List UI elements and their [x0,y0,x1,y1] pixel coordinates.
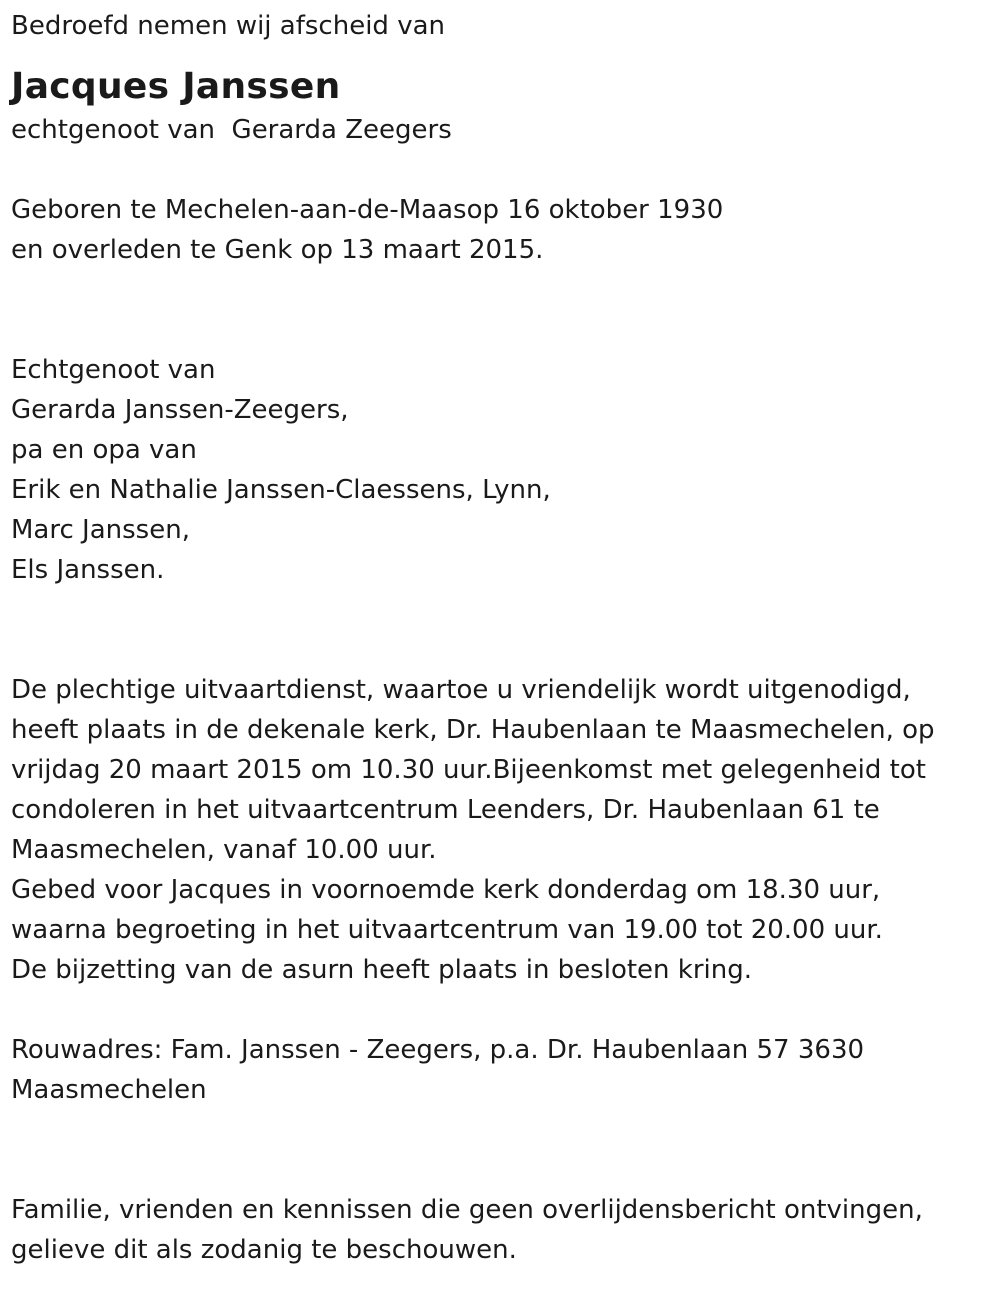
intro-text: Bedroefd nemen wij afscheid van [11,11,445,41]
deceased-name: Jacques Janssen [11,66,341,107]
ceremony-line: Maasmechelen, vanaf 10.00 uur. [11,835,437,865]
family-line: Echtgenoot van [11,355,216,385]
spacer [11,990,986,1030]
family-line: Marc Janssen, [11,515,190,545]
spacer [11,590,986,670]
family-line: Erik en Nathalie Janssen-Claessens, Lynn, [11,475,551,505]
spouse-line: echtgenoot van Gerarda Zeegers [11,115,452,145]
closing-section [11,1190,986,1270]
spacer [11,270,986,350]
family-line: Els Janssen. [11,555,165,585]
ceremony-line: waarna begroeting in het uitvaartcentrum van 19.00 tot 20.00 uur. [11,915,883,945]
closing-line: Familie, vrienden en kennissen die geen overlijdensbericht ontvingen, [11,1195,923,1225]
ceremony-line: vrijdag 20 maart 2015 om 10.30 uur.Bijeenkomst met gelegenheid tot [11,755,926,785]
family-section [11,350,986,590]
closing-line: gelieve dit als zodanig te beschouwen. [11,1235,517,1265]
spacer [11,150,986,190]
address-section [11,1030,986,1110]
ceremony-line: Gebed voor Jacques in voornoemde kerk donderdag om 18.30 uur, [11,875,881,905]
death-line: en overleden te Genk op 13 maart 2015. [11,235,544,265]
address-line: Maasmechelen [11,1075,207,1105]
ceremony-line: condoleren in het uitvaartcentrum Leenders, Dr. Haubenlaan 61 te [11,795,880,825]
obituary-notice [11,6,986,1270]
ceremony-line: De plechtige uitvaartdienst, waartoe u vriendelijk wordt uitgenodigd, [11,675,911,705]
ceremony-line: De bijzetting van de asurn heeft plaats in besloten kring. [11,955,753,985]
ceremony-line: heeft plaats in de dekenale kerk, Dr. Haubenlaan te Maasmechelen, op [11,715,935,745]
family-line: Gerarda Janssen-Zeegers, [11,395,349,425]
family-line: pa en opa van [11,435,197,465]
address-line: Rouwadres: Fam. Janssen - Zeegers, p.a. Dr. Haubenlaan 57 3630 [11,1035,865,1065]
ceremony-section [11,670,986,990]
spacer [11,1110,986,1190]
birth-line: Geboren te Mechelen-aan-de-Maasop 16 oktober 1930 [11,195,724,225]
